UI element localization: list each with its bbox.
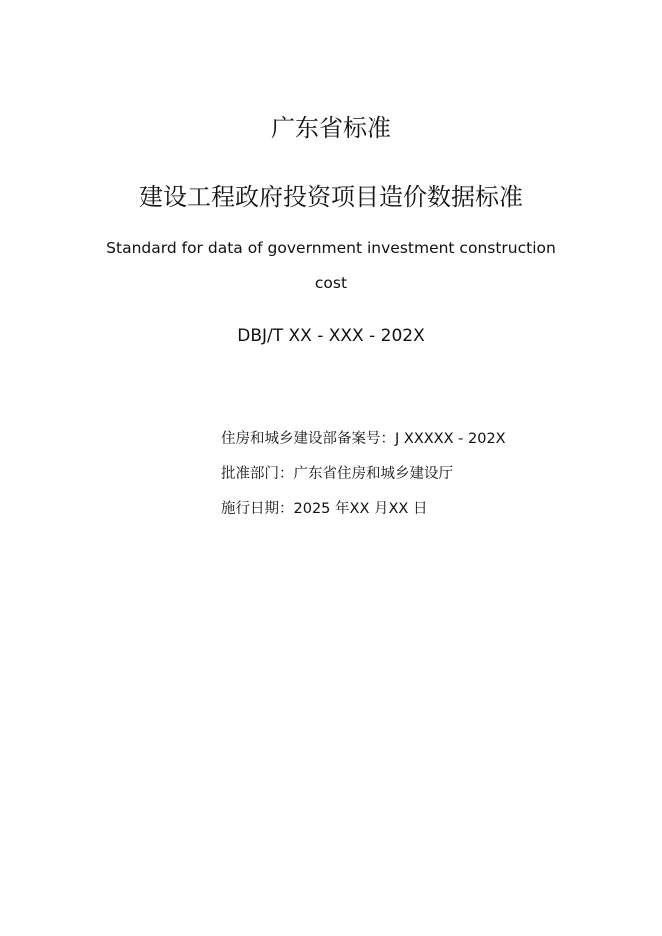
approving-department: 批准部门：广东省住房和城乡建设厅 — [221, 466, 453, 482]
english-title-line-2: cost — [314, 274, 348, 292]
filing-number: 住房和城乡建设部备案号：J XXXXX - 202X — [221, 431, 506, 447]
province-standard-heading: 广东省标准 — [271, 114, 391, 142]
chinese-title: 建设工程政府投资项目造价数据标准 — [139, 183, 523, 211]
standard-code: DBJ/T XX - XXX - 202X — [237, 326, 425, 346]
english-title-line-1: Standard for data of government investment construction — [106, 239, 556, 257]
effective-date: 施行日期：2025 年XX 月XX 日 — [221, 501, 428, 517]
